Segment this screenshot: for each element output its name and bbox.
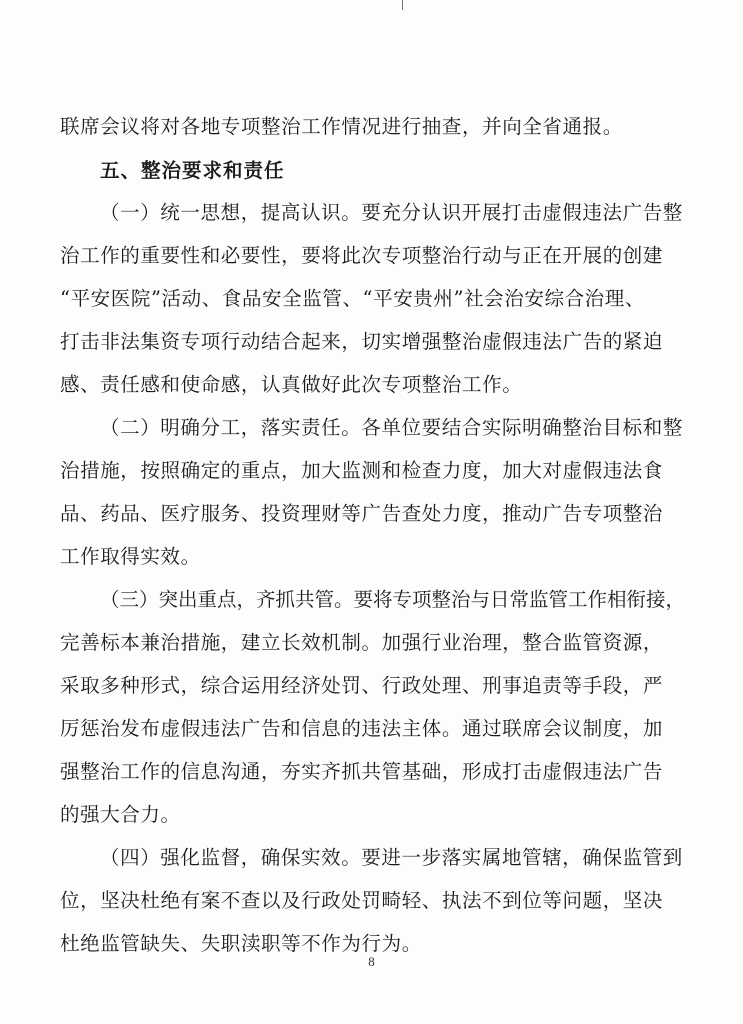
- paragraph-line: 完善标本兼治措施，建立长效机制。加强行业治理，整合监管资源，: [60, 631, 664, 654]
- paragraph-line: 杜绝监管缺失、失职渎职等不作为行为。: [60, 932, 422, 955]
- paragraph-line: 治措施，按照确定的重点，加大监测和检查力度，加大对虚假违法食: [60, 459, 664, 482]
- section-heading: 五、整治要求和责任: [100, 159, 285, 182]
- paragraph-line: 感、责任感和使命感，认真做好此次专项整治工作。: [60, 373, 523, 396]
- paragraph-line: （三）突出重点，齐抓共管。要将专项整治与日常监管工作相衔接，: [100, 588, 686, 611]
- paragraph-line: 强整治工作的信息沟通，夯实齐抓共管基础，形成打击虚假违法广告: [60, 760, 664, 783]
- paragraph-line: （四）强化监督，确保实效。要进一步落实属地管辖，确保监管到: [100, 846, 683, 869]
- paragraph-line: 位，坚决杜绝有案不查以及行政处罚畸轻、执法不到位等问题，坚决: [60, 889, 664, 912]
- paragraph-line: 联席会议将对各地专项整治工作情况进行抽查，并向全省通报。: [60, 115, 623, 138]
- paragraph-line: “平安医院”活动、食品安全监管、“平安贵州”社会治安综合治理、: [60, 287, 645, 310]
- scan-mark: [402, 0, 403, 10]
- paragraph-line: 工作取得实效。: [60, 545, 201, 568]
- paragraph-line: 厉惩治发布虚假违法广告和信息的违法主体。通过联席会议制度，加: [60, 717, 664, 740]
- paragraph-line: 的强大合力。: [60, 803, 181, 826]
- page-number: 8: [368, 954, 375, 969]
- paragraph-line: 治工作的重要性和必要性，要将此次专项整治行动与正在开展的创建: [60, 244, 664, 267]
- paragraph-line: 品、药品、医疗服务、投资理财等广告查处力度，推动广告专项整治: [60, 502, 664, 525]
- paragraph-line: 打击非法集资专项行动结合起来，切实增强整治虚假违法广告的紧迫: [60, 330, 664, 353]
- paragraph-line: （二）明确分工，落实责任。各单位要结合实际明确整治目标和整: [100, 416, 683, 439]
- paragraph-line: 采取多种形式，综合运用经济处罚、行政处理、刑事追责等手段，严: [60, 674, 664, 697]
- paragraph-line: （一）统一思想，提高认识。要充分认识开展打击虚假违法广告整: [100, 201, 683, 224]
